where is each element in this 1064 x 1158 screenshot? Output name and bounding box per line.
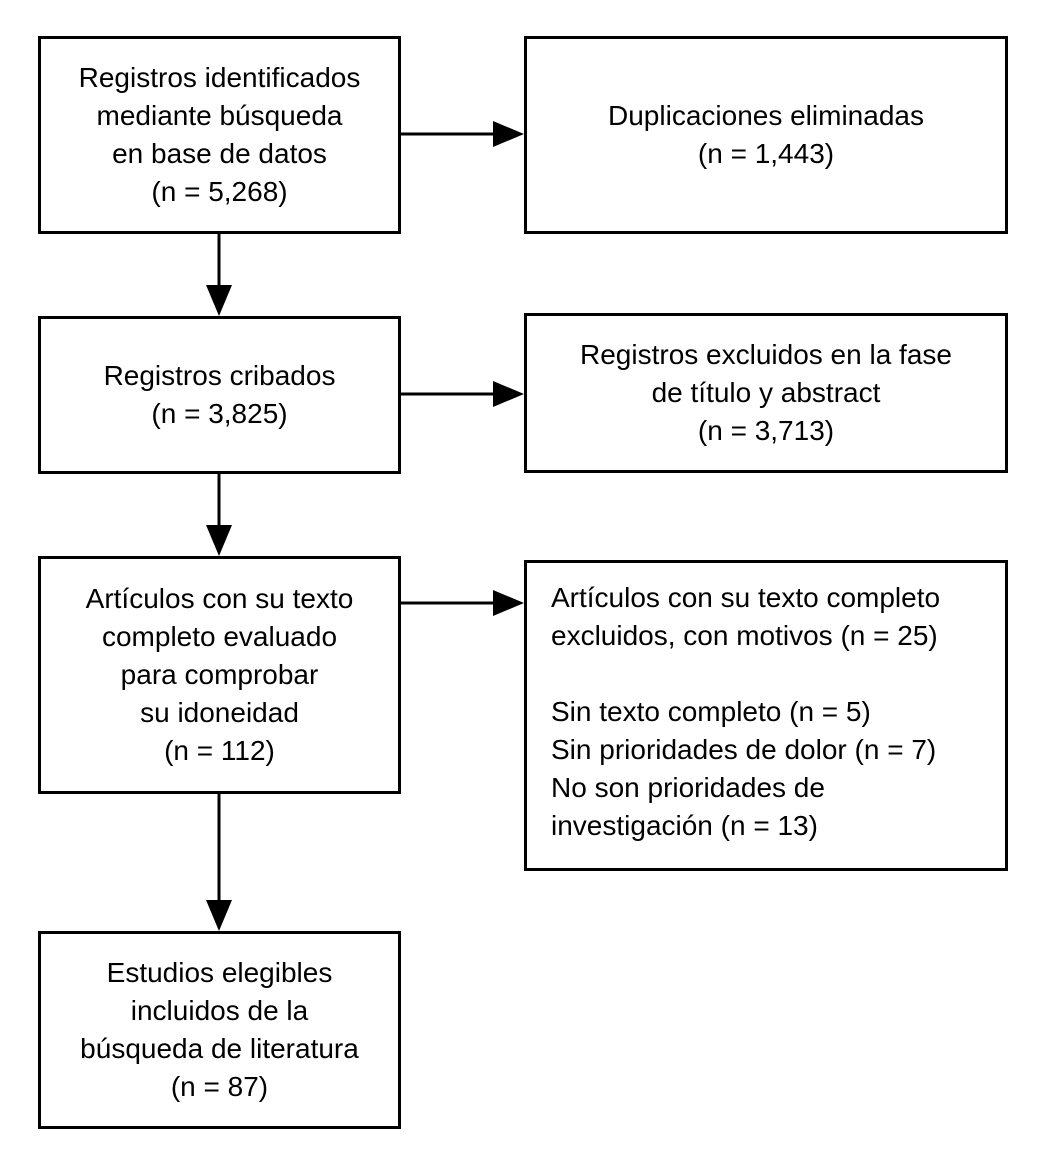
- box-text-line: Artículos con su texto completo: [551, 582, 941, 613]
- box-fulltext-excluded: [524, 560, 1008, 871]
- box-reason-line: No son prioridades de: [551, 772, 825, 803]
- box-text-line: Estudios elegibles: [106, 957, 333, 988]
- arrow-screened-to-excluded: [401, 381, 524, 407]
- box-text-line: Registros identificados: [78, 62, 361, 93]
- arrow-screened-to-fulltext: [206, 474, 232, 556]
- box-text-line: incluidos de la: [130, 995, 309, 1026]
- box-duplicates-removed: [524, 36, 1008, 234]
- box-records-identified: [38, 36, 401, 234]
- box-reason-line: investigación (n = 13): [551, 810, 818, 841]
- box-count-line: (n = 3,713): [697, 415, 835, 446]
- box-text-line: búsqueda de literatura: [80, 1033, 359, 1064]
- box-excluded-title-abstract: [524, 313, 1008, 473]
- box-text-line: completo evaluado: [101, 621, 338, 652]
- box-fulltext-assessed: [38, 556, 401, 794]
- box-text-line: de título y abstract: [651, 377, 881, 408]
- box-count-line: (n = 87): [170, 1071, 269, 1102]
- box-reason-line: Sin prioridades de dolor (n = 7): [551, 734, 937, 765]
- box-count-line: (n = 1,443): [697, 138, 835, 169]
- box-text-line-blank: [551, 655, 991, 693]
- box-reason-line: Sin texto completo (n = 5): [551, 696, 871, 727]
- box-text-line: mediante búsqueda: [96, 100, 343, 131]
- box-text-line: Duplicaciones eliminadas: [608, 100, 924, 131]
- arrow-fulltext-to-excluded: [399, 590, 524, 616]
- box-count-line: (n = 3,825): [151, 398, 288, 429]
- arrow-identified-to-duplicates: [401, 121, 524, 147]
- arrow-identified-to-screened: [206, 234, 232, 316]
- box-count-line: (n = 112): [164, 735, 275, 766]
- box-records-screened: [38, 316, 401, 474]
- box-text-line: Registros excluidos en la fase: [580, 339, 952, 370]
- box-text-line: Registros cribados: [103, 360, 336, 391]
- box-text-line: excluidos, con motivos (n = 25): [551, 620, 938, 651]
- box-text-line: en base de datos: [112, 138, 327, 169]
- box-studies-included: [38, 931, 401, 1129]
- box-count-line: (n = 5,268): [151, 176, 288, 207]
- arrow-fulltext-to-included: [206, 794, 232, 931]
- box-text-line: Artículos con su texto: [85, 583, 354, 614]
- box-text-line: su idoneidad: [140, 697, 299, 728]
- box-text-line: para comprobar: [120, 659, 319, 690]
